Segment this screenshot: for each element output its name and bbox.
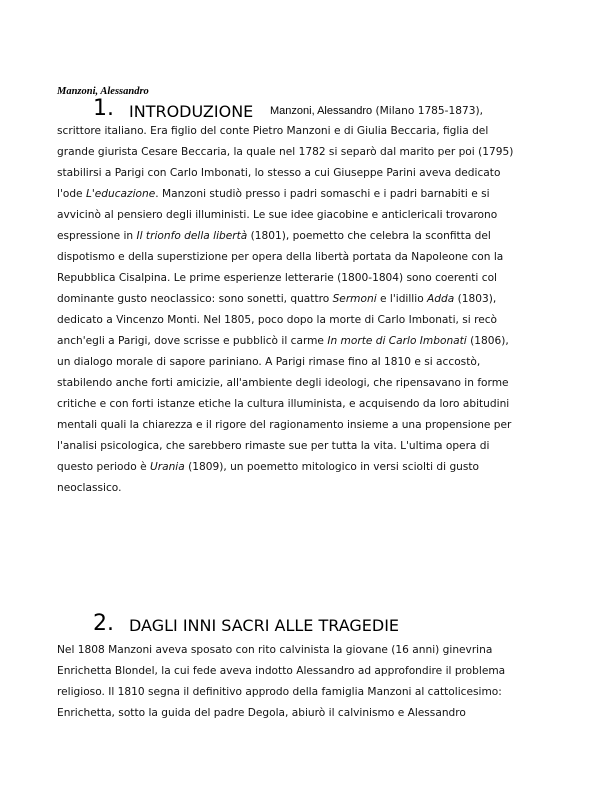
body-line: [57, 184, 557, 205]
text-run: l'analisi psicologica, che sarebbero rimaste sue per tutta la vita. L'ultima opera di: [57, 440, 490, 452]
body-line: [57, 121, 557, 142]
work-title: In morte di Carlo Imbonati: [327, 335, 467, 347]
text-run: (1803),: [454, 293, 497, 305]
section-number: 2.: [93, 611, 114, 636]
body-line: [57, 478, 557, 499]
text-run: anch'egli a Parigi, dove scrisse e pubblicò il carme: [57, 335, 328, 347]
body-line: [57, 268, 557, 289]
body-line: [57, 640, 557, 661]
body-line: [57, 289, 557, 310]
text-run: mentali quali la chiarezza e il rigore del ragionamento insieme a una propensione per: [57, 419, 512, 431]
running-head: Manzoni, Alessandro: [57, 86, 149, 97]
body-line: [57, 163, 557, 184]
body-line: [57, 331, 557, 352]
text-run: dominante gusto neoclassico: sono sonetti, quattro: [57, 293, 333, 305]
work-title: Adda: [427, 293, 455, 305]
text-run: Enrichetta, sotto la guida del padre Degola, abiurò il calvinismo e Alessandro: [57, 707, 466, 719]
body-line: [57, 142, 557, 163]
body-line: [57, 703, 557, 724]
body-line: [57, 682, 557, 703]
text-run: . Manzoni studiò presso i padri somaschi e i padri barnabiti e si: [155, 188, 490, 200]
section-introduzione: [57, 98, 557, 499]
text-run: (1801), poemetto che celebra la sconfitta del: [247, 230, 491, 242]
text-run: Nel 1808 Manzoni aveva sposato con rito calvinista la giovane (16 anni) ginevrina: [57, 644, 493, 656]
body-line: [57, 373, 557, 394]
text-run: l'ode: [57, 188, 86, 200]
text-run: (1806),: [466, 335, 509, 347]
text-run: critiche e con forti istanze etiche la cultura illuminista, e acquisendo da loro abitudini: [57, 398, 510, 410]
section-number: 1.: [93, 96, 114, 121]
text-run: (1809), un poemetto mitologico in versi sciolti di gusto: [184, 461, 480, 473]
text-run: scrittore italiano. Era figlio del conte Pietro Manzoni e di Giulia Beccaria, figlia del: [57, 125, 489, 137]
body-line: [57, 226, 557, 247]
work-title: Sermoni: [332, 293, 377, 305]
text-run: Enrichetta Blondel, la cui fede aveva indotto Alessandro ad approfondire il problema: [57, 665, 506, 677]
section-body: [57, 640, 557, 724]
section-title: INTRODUZIONE: [129, 102, 254, 121]
body-line: [57, 661, 557, 682]
text-run: grande giurista Cesare Beccaria, la quale nel 1782 si separò dal marito per poi (1795): [57, 146, 514, 158]
work-title: Urania: [149, 461, 185, 473]
text-run: un dialogo morale di sapore pariniano. A Parigi rimase fino al 1810 e si accostò,: [57, 356, 481, 368]
text-run: questo periodo è: [57, 461, 150, 473]
body-line: [57, 457, 557, 478]
text-run: religioso. Il 1810 segna il definitivo approdo della famiglia Manzoni al cattolicesimo:: [57, 686, 502, 698]
text-run: dedicato a Vincenzo Monti. Nel 1805, poco dopo la morte di Carlo Imbonati, si recò: [57, 314, 498, 326]
section-heading: [57, 98, 557, 121]
section-title: DAGLI INNI SACRI ALLE TRAGEDIE: [129, 616, 400, 635]
body-line: [57, 247, 557, 268]
section-heading: [57, 613, 557, 640]
text-run: stabilendo anche forti amicizie, all'ambiente degli ideologi, che ripensavano in forme: [57, 377, 509, 389]
text-run: stabilirsi a Parigi con Carlo Imbonati, lo stesso a cui Giuseppe Parini aveva dedicato: [57, 167, 501, 179]
work-title: L'educazione: [85, 188, 156, 200]
text-run: espressione in: [57, 230, 137, 242]
body-line: [57, 436, 557, 457]
text-run: dispotismo e della superstizione per opera della libertà portata da Napoleone con la: [57, 251, 504, 263]
text-run: avvicinò al pensiero degli illuministi. Le sue idee giacobine e anticlericali trovarono: [57, 209, 498, 221]
text-run: neoclassico.: [57, 482, 122, 494]
heading-inline-text: [270, 105, 483, 117]
body-line: [57, 352, 557, 373]
text-run: e l'idillio: [376, 293, 428, 305]
body-line: [57, 310, 557, 331]
text-run: Repubblica Cisalpina. Le prime esperienze letterarie (1800-1804) sono coerenti col: [57, 272, 497, 284]
body-line: [57, 415, 557, 436]
author-name: Manzoni, Alessandro: [270, 105, 373, 117]
work-title: Il trionfo della libertà: [136, 230, 248, 242]
body-line: [57, 394, 557, 415]
section-inni-sacri: [57, 613, 557, 724]
section-body: [57, 121, 557, 499]
body-line: [57, 205, 557, 226]
author-dates: (Milano 1785-1873),: [372, 105, 483, 117]
